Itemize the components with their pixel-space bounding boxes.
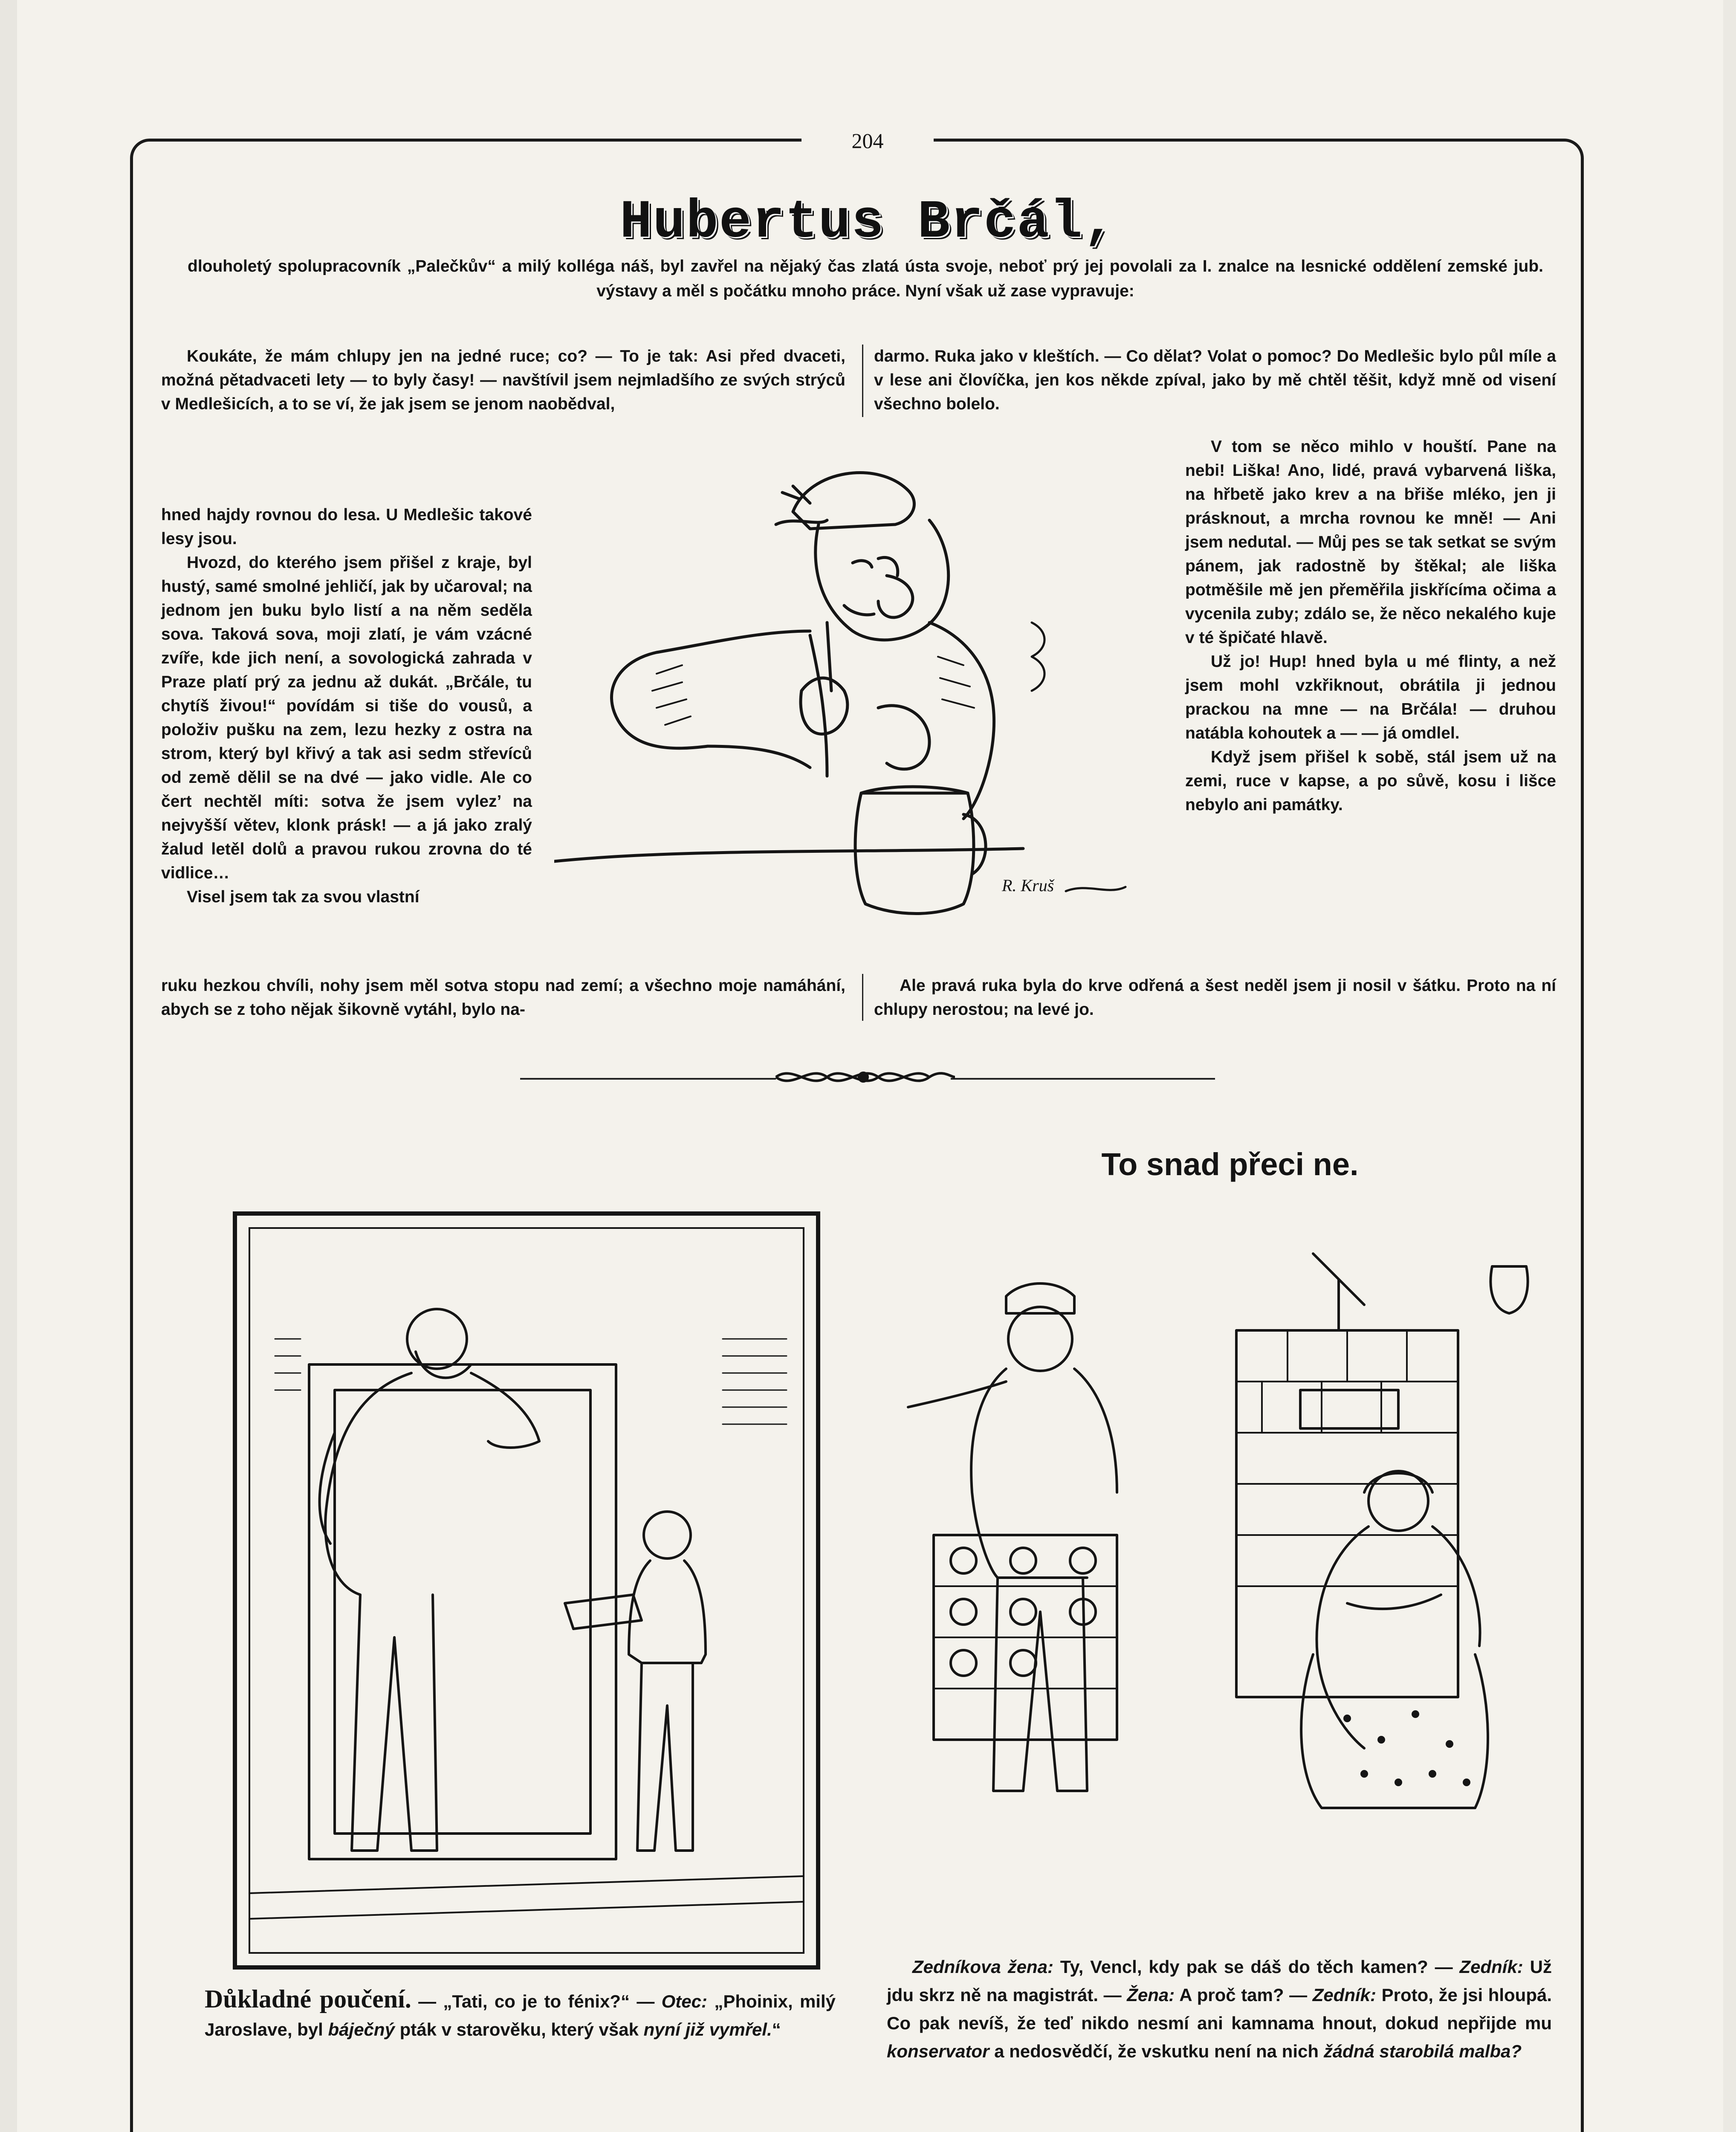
left-cartoon-caption	[205, 1985, 836, 2044]
caption-title: Důkladné poučení.	[205, 1985, 411, 2013]
article-intro: dlouholetý spolupracovník „Palečkův“ a milý kolléga náš, byl zavřel na nějaký čas zlatá ústa svoje, neboť prý jej povolali za I. znalce na lesnické oddělení zemské jub. výstavy a měl s počátku mnoho práce. Nyní však už zase vypravuje:	[188, 257, 1543, 300]
caption-em: žádná starobilá malba?	[1323, 2041, 1522, 2061]
story-right-narrow	[1185, 435, 1556, 817]
caption-text	[205, 1985, 836, 2044]
story-paragraph: Visel jsem tak za svou vlastní	[187, 888, 420, 906]
story-paragraph: hned hajdy rovnou do lesa. U Medlešic takové lesy jsou.	[161, 506, 532, 548]
illustration-signature: R. Kruš	[1002, 876, 1054, 895]
caption-line: A proč tam? —	[1179, 1985, 1308, 2005]
caption-reply-em: nyní již vymřel.	[643, 2019, 772, 2039]
story-left-bottom	[161, 974, 845, 1022]
story-paragraph: ruku hezkou chvíli, nohy jsem měl sotva stopu nad zemí; a všechno moje namáhání, abych se z toho nějak šikovně vytáhl, bylo na-	[161, 976, 845, 1019]
caption-text	[887, 1953, 1552, 2065]
caption-speaker: Zedníkova žena:	[912, 1957, 1053, 1977]
story-paragraph: darmo. Ruka jako v kleštích. — Co dělat? Volat o pomoc? Do Medlešic bylo půl míle a v lese ani človíčka, jen kos někde zpíval, jako by mě chtěl těšit, když mně od visení všechno bolelo.	[874, 347, 1556, 413]
caption-reply: „Phoinix, milý Jaroslave, byl	[205, 1991, 836, 2039]
story-paragraph: Když jsem přišel k sobě, stál jsem už na zemi, ruce v kapse, a po sůvě, kosu i lišce nebylo ani památky.	[1185, 748, 1556, 814]
caption-quote: “	[772, 2019, 781, 2039]
ornament-rule-left	[520, 1078, 776, 1080]
caption-reply-em: báječný	[328, 2019, 395, 2039]
caption-speaker: Otec:	[661, 1991, 708, 2011]
story-right-bottom	[874, 974, 1556, 1022]
caption-reply: pták v starověku, který však	[399, 2019, 639, 2039]
column-rule-bottom	[862, 974, 863, 1021]
scan-margin-right	[1723, 0, 1736, 2132]
caption-em: konservator	[887, 2041, 990, 2061]
story-left-top	[161, 345, 845, 416]
story-paragraph: Už jo! Hup! hned byla u mé flinty, a než jsem mohl vzkřiknout, obrátila ji jednou prackou na mne — na Brčála! — druhou natábla kohoutek a — — já omdlel.	[1185, 652, 1556, 742]
story-left-narrow	[161, 503, 532, 909]
caption-line: a nedosvědčí, že vskutku není na nich	[994, 2041, 1319, 2061]
caption-line: Ty, Vencl, kdy pak se dáš do těch kamen? —	[1060, 1957, 1453, 1977]
caption-speaker: Žena:	[1127, 1985, 1175, 2005]
ornament-rule-right	[951, 1078, 1215, 1080]
page-number: 204	[851, 129, 884, 153]
article-headline: Hubertus Brčál,	[619, 192, 1117, 253]
right-cartoon-caption	[887, 1953, 1552, 2065]
caption-line: Proto, že jsi hloupá. Co pak nevíš, že teď nikdo nesmí ani kamnama hnout, dokud nepřijde mu	[887, 1985, 1552, 2033]
story-paragraph: Ale pravá ruka byla do krve odřená a šest neděl jsem ji nosil v šátku. Proto na ní chlupy nerostou; na levé jo.	[874, 976, 1556, 1019]
story-paragraph: Koukáte, že mám chlupy jen na jedné ruce; co? — To je tak: Asi před dvaceti, možná pětadvaceti lety — to byly časy! — navštívil jsem nejmladšího ze svých strýců v Medlešicích, a to se ví, že jak jsem se jenom naobědval,	[161, 347, 845, 413]
right-cartoon-title: To snad přeci ne.	[1101, 1147, 1359, 1182]
caption-question: — „Tati, co je to fénix?“ —	[418, 1991, 655, 2011]
caption-speaker: Zedník:	[1312, 1985, 1377, 2005]
story-right-top	[874, 345, 1556, 416]
caption-line: Už jdu skrz ně na magistrát. —	[887, 1957, 1552, 2005]
ornament-flourish	[767, 1060, 959, 1094]
caption-speaker: Zedník:	[1459, 1957, 1523, 1977]
father-son-cartoon	[232, 1211, 821, 1970]
mason-cartoon	[895, 1228, 1560, 1834]
story-paragraph: V tom se něco mihlo v houští. Pane na nebi! Liška! Ano, lidé, pravá vybarvená liška, na hřbetě jako krev a na břiše mléko, jen ji prásknout, a mrcha rovnou ke mně! — Ani jsem nedutal. — Můj pes se tak setkat se svým pánem, jak radostně by štěkal; ale liška potměšile mě jen přeměřila jiskřícíma očima a vycenila zuby; zdálo se, že něco nekalého kuje v té špičaté hlavě.	[1185, 437, 1556, 647]
column-rule-top	[862, 345, 863, 417]
scan-margin-left	[0, 0, 17, 2132]
hunter-illustration	[554, 452, 1160, 947]
story-paragraph: Hvozd, do kterého jsem přišel z kraje, byl hustý, samé smolné jehličí, jak by učaroval; na jednom jen buku bylo listí a na něm seděla sova. Taková sova, moji zlatí, je vám vzácné zvíře, kde jich není, a sovologická zahrada v Praze platí prý za jednu až dukát. „Brčále, tu chytíš živou!“ povídám si tiše do vousů, a položiv pušku na zem, lezu hezky z ostra na strom, který byl křivý a tak asi sedm střevíců od země dělil se na dvé — jako vidle. Ale co čert nechtěl míti: sotva že jsem vylez’ na nejvyšší větev, klonk prásk! — a já jako zralý žalud letěl dolů a pravou rukou zrovna do té vidlice…	[161, 553, 532, 882]
